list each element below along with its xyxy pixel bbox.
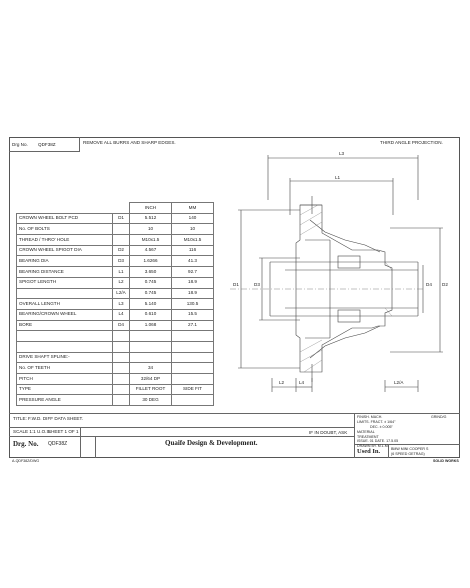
title-block-company-divider [95, 436, 96, 458]
title-block-top [9, 413, 460, 414]
row-mm: 18.9 [172, 277, 214, 288]
row-label: THREAD / THRO' HOLE [17, 235, 113, 246]
dim-d3: D3 [254, 282, 260, 287]
spline-label: PITCH [17, 374, 113, 385]
row-inch: 10 [130, 224, 172, 235]
row-code: D3 [113, 256, 130, 267]
header-drg-number: QDF38Z [38, 142, 56, 147]
table-row [17, 267, 214, 278]
issue-date: ISSUE. 01 DATE. 17.5.05 [357, 439, 399, 443]
header-underline [9, 151, 80, 152]
drawn-by: DRAWN BY. M.L.M. [357, 444, 389, 448]
table-row [17, 363, 214, 374]
row-code: L4 [113, 309, 130, 320]
spline-title: DRIVE SHAFT SPLINE:- [17, 352, 113, 363]
table-row [17, 309, 214, 320]
row-inch: 5.512 [130, 213, 172, 224]
used-in-model: BMW MINI COOPER S [391, 447, 429, 451]
row-label: No. OF BOLTS [17, 224, 113, 235]
spline-label: No. OF TEETH [17, 363, 113, 374]
row-mm: 18.9 [172, 288, 214, 299]
spline-value-b [172, 363, 214, 374]
table-row [17, 277, 214, 288]
spline-label: TYPE [17, 384, 113, 395]
row-label: OVERALL LENGTH [17, 299, 113, 310]
spline-value-b [172, 395, 214, 406]
row-mm: 27.1 [172, 320, 214, 331]
spline-value: FILLET ROOT [130, 384, 172, 395]
dim-l1: L1 [335, 175, 341, 180]
table-row [17, 245, 214, 256]
table-row [17, 256, 214, 267]
scale-label: SCALE 1:1 U.O.S. [13, 429, 51, 434]
row-inch: 0.745 [130, 277, 172, 288]
row-mm: M10x1.5 [172, 235, 214, 246]
header-note: REMOVE ALL BURRS AND SHARP EDGES. [83, 140, 176, 145]
row-code: L2 [113, 277, 130, 288]
sheet-label: SHEET 1 OF 1 [48, 429, 79, 434]
limits-label: LIMITS. FRACT. ± 1/64" [357, 420, 396, 424]
title-block-drg-divider [80, 427, 81, 458]
spline-value: 30 DEG [130, 395, 172, 406]
row-mm: 130.5 [172, 299, 214, 310]
table-row [17, 374, 214, 385]
title-drg-number: QDF38Z [48, 441, 68, 447]
used-in-label: Used In. [357, 448, 381, 455]
spline-value-b [172, 374, 214, 385]
title-block-low [9, 436, 354, 437]
material-label: MATERIAL [357, 430, 375, 434]
row-code: L3 [113, 299, 130, 310]
spline-label: PRESSURE ANGLE [17, 395, 113, 406]
row-inch: 5.140 [130, 299, 172, 310]
used-in-gearbox: (6 SPEED GETRAG) [391, 452, 425, 456]
row-label: CROWN WHEEL BOLT PCD [17, 213, 113, 224]
row-mm: 41.3 [172, 256, 214, 267]
row-inch: 3.650 [130, 267, 172, 278]
row-label: CROWN WHEEL SPIGOT DIA [17, 245, 113, 256]
row-inch: 1.6266 [130, 256, 172, 267]
dim-d1: D1 [233, 282, 239, 287]
row-code: D4 [113, 320, 130, 331]
data-table [16, 202, 214, 406]
row-inch: 0.610 [130, 309, 172, 320]
title-block-divider [354, 413, 355, 458]
row-inch: 4.567 [130, 245, 172, 256]
title-drg-label: Drg. No. [13, 440, 39, 448]
grind-label: GRIND/G [431, 415, 447, 419]
row-label: BEARING/CROWN WHEEL [17, 309, 113, 320]
dim-d2: D2 [442, 282, 448, 287]
spline-title-row [17, 352, 214, 363]
dim-l2a: L2/A [394, 380, 404, 385]
table-row [17, 320, 214, 331]
solid-works-label: SOLID WORKS [433, 459, 459, 463]
row-code: D2 [113, 245, 130, 256]
col-mm: MM [172, 203, 214, 214]
table-row [17, 288, 214, 299]
row-label [17, 288, 113, 299]
decimal-limits: DEC. ± 0.005" [370, 425, 393, 429]
title-block-mid [9, 427, 354, 428]
row-label: BEARING DISTANCE [17, 267, 113, 278]
row-mm: 15.5 [172, 309, 214, 320]
dim-l2: L2 [279, 380, 285, 385]
row-mm: 140 [172, 213, 214, 224]
row-inch: 0.745 [130, 288, 172, 299]
row-code: L1 [113, 267, 130, 278]
row-inch: 1.068 [130, 320, 172, 331]
drawing-title: TITLE: F.W.D. DIFF DATA SHEET. [13, 416, 84, 421]
row-label: BORE [17, 320, 113, 331]
row-label: BEARING DIA [17, 256, 113, 267]
row-code [113, 235, 130, 246]
table-row [17, 235, 214, 246]
row-mm: 116 [172, 245, 214, 256]
row-code: L2/A [113, 288, 130, 299]
dim-l4: L4 [299, 380, 305, 385]
table-row [17, 299, 214, 310]
treatment-label: TREATMENT [357, 435, 379, 439]
if-in-doubt: IF IN DOUBT, ASK [309, 430, 348, 435]
spline-value: 32/64 DP [130, 374, 172, 385]
row-mm: 92.7 [172, 267, 214, 278]
company-name: Quaife Design & Development. [165, 439, 258, 447]
table-row [17, 384, 214, 395]
finish-label: FINISH. MACH. [357, 415, 383, 419]
header-divider [79, 137, 80, 151]
footer-reference: A-QDF38Z/DWG [12, 459, 40, 463]
table-row [17, 213, 214, 224]
spline-value: 34 [130, 363, 172, 374]
dim-d4: D4 [426, 282, 432, 287]
row-mm: 10 [172, 224, 214, 235]
header-drg-label: Drg No. [12, 142, 28, 147]
dim-l3: L3 [339, 151, 345, 156]
col-inch: INCH [130, 203, 172, 214]
projection-label: THIRD ANGLE PROJECTION. [380, 140, 443, 145]
spline-value-b: SIDE FIT [172, 384, 214, 395]
row-inch: M10x1.5 [130, 235, 172, 246]
row-label: SPIGOT LENGTH [17, 277, 113, 288]
row-code: D1 [113, 213, 130, 224]
table-row [17, 395, 214, 406]
row-code [113, 224, 130, 235]
table-row [17, 224, 214, 235]
